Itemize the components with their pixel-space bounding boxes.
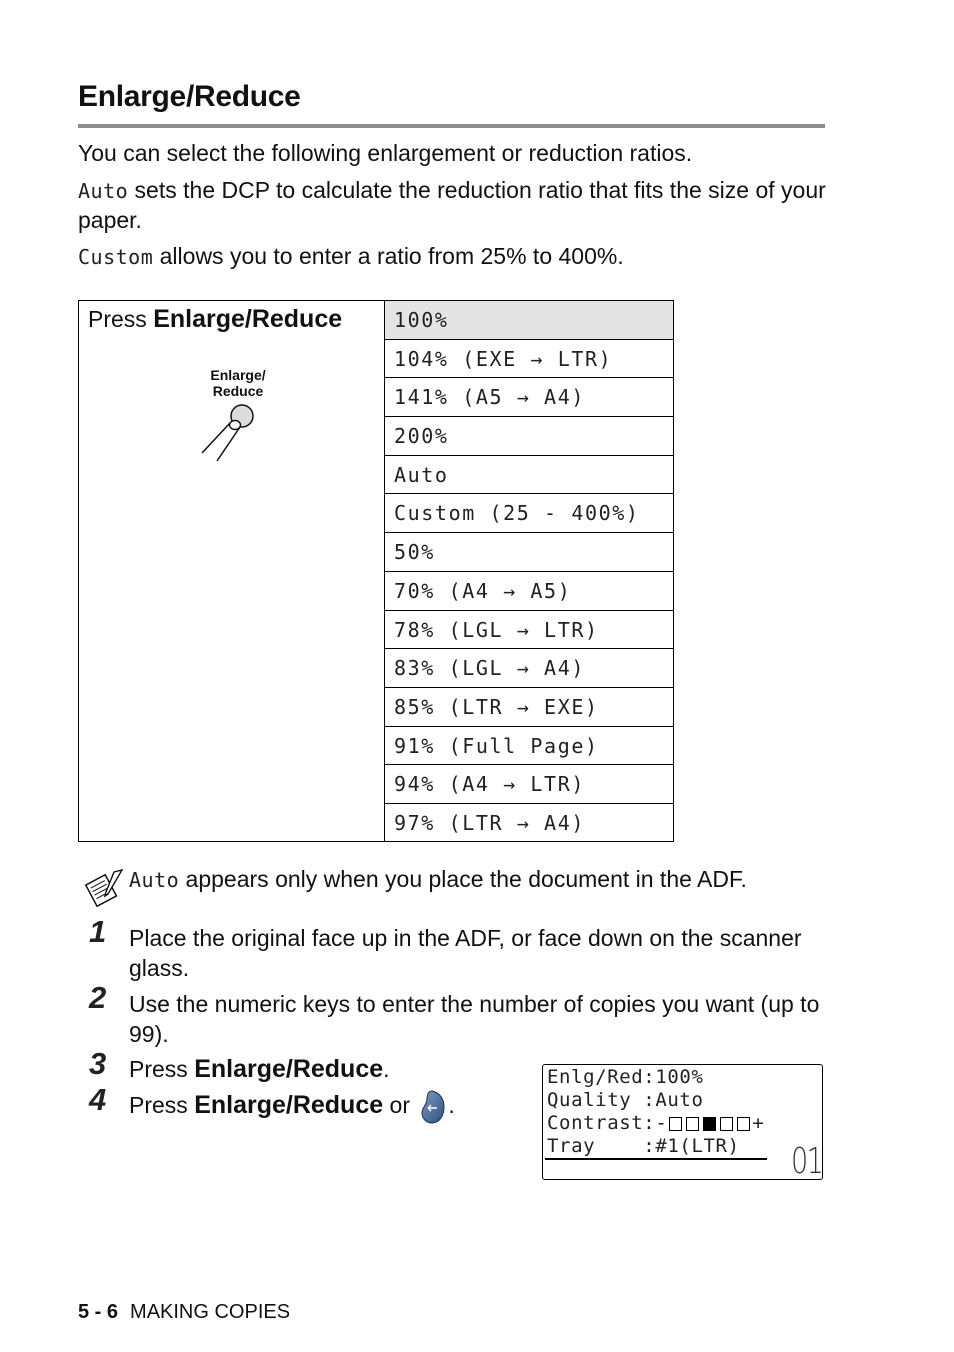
contrast-meter — [669, 1117, 750, 1131]
navigation-key-icon — [419, 1090, 445, 1124]
step-key-name: Enlarge/Reduce — [194, 1091, 384, 1120]
auto-code: Auto — [78, 179, 129, 203]
contrast-box — [720, 1117, 733, 1131]
intro-line: You can select the following enlargement or reduction ratios. — [78, 140, 693, 166]
ratio-option: 78% (LGL → LTR) — [385, 611, 673, 650]
custom-text: allows you to enter a ratio from 25% to 400%. — [153, 243, 624, 269]
button-label-line1: Enlarge/ — [210, 367, 266, 383]
press-key-name: Enlarge/Reduce — [153, 305, 343, 333]
step-key-name: Enlarge/Reduce — [194, 1055, 384, 1083]
lcd-line: Quality :Auto — [547, 1089, 704, 1111]
note-body: appears only when you place the document in the ADF. — [179, 866, 747, 892]
page-number: 5 - 6 — [78, 1301, 119, 1323]
step-number: 1 — [89, 914, 107, 949]
auto-text: sets the DCP to calculate the reduction ratio that fits the size of your paper. — [78, 177, 826, 233]
note-code: Auto — [129, 868, 180, 892]
contrast-box — [737, 1117, 750, 1131]
ratio-option: 70% (A4 → A5) — [385, 572, 673, 611]
note-pencil-icon — [84, 868, 124, 908]
lcd-text — [547, 1066, 764, 1158]
step-prefix: Press — [129, 1056, 195, 1082]
chapter-name: MAKING COPIES — [130, 1301, 291, 1323]
ratio-option: 94% (A4 → LTR) — [385, 765, 673, 804]
lcd-line: Tray :#1(LTR) — [547, 1135, 740, 1157]
custom-description — [78, 242, 828, 272]
step-prefix: Press — [129, 1092, 195, 1119]
press-prefix: Press — [88, 306, 154, 332]
lcd-underline — [545, 1158, 767, 1160]
ratio-option: 50% — [385, 533, 673, 572]
ratio-option: 97% (LTR → A4) — [394, 810, 585, 835]
contrast-box — [703, 1117, 716, 1131]
contrast-box — [686, 1117, 699, 1131]
note-text — [129, 865, 747, 895]
auto-description — [78, 176, 828, 235]
step-number: 2 — [89, 980, 107, 1015]
section-title: Enlarge/Reduce — [78, 80, 301, 113]
ratio-option: 141% (A5 → A4) — [385, 378, 673, 417]
lcd-display — [542, 1064, 823, 1180]
ratio-option: Custom (25 - 400%) — [385, 494, 673, 533]
step-number: 4 — [89, 1082, 107, 1117]
ratio-table — [78, 300, 674, 842]
ratio-option: 100% — [385, 301, 673, 340]
contrast-plus: + — [752, 1112, 765, 1134]
enlarge-reduce-button-icon — [197, 363, 287, 463]
ratio-option: 91% (Full Page) — [385, 727, 673, 766]
step-number: 3 — [89, 1046, 107, 1081]
ratio-option: 83% (LGL → A4) — [385, 649, 673, 688]
ratio-option: 85% (LTR → EXE) — [385, 688, 673, 727]
ratio-option: Auto — [385, 456, 673, 495]
button-label-line2: Reduce — [212, 383, 264, 399]
lcd-stamp: 01 — [791, 1141, 823, 1182]
contrast-box — [669, 1117, 682, 1131]
step-text: Use the numeric keys to enter the number of copies you want (up to 99). — [129, 991, 820, 1047]
step-suffix: . — [448, 1092, 455, 1119]
ratio-option-list — [385, 301, 673, 843]
step-text: Place the original face up in the ADF, or face down on the scanner glass. — [129, 925, 802, 981]
lcd-line: Enlg/Red:100% — [547, 1066, 704, 1088]
step-suffix: . — [383, 1056, 390, 1082]
lcd-contrast-line — [547, 1112, 764, 1135]
page-footer — [78, 1301, 290, 1324]
ratio-option: 104% (EXE → LTR) — [385, 340, 673, 379]
press-instruction — [88, 305, 342, 334]
ratio-option: 200% — [385, 417, 673, 456]
step-middle: or — [383, 1092, 417, 1119]
title-rule — [78, 124, 825, 128]
press-cell — [79, 301, 385, 841]
contrast-label: Contrast:- — [547, 1112, 668, 1134]
custom-code: Custom — [78, 245, 154, 269]
